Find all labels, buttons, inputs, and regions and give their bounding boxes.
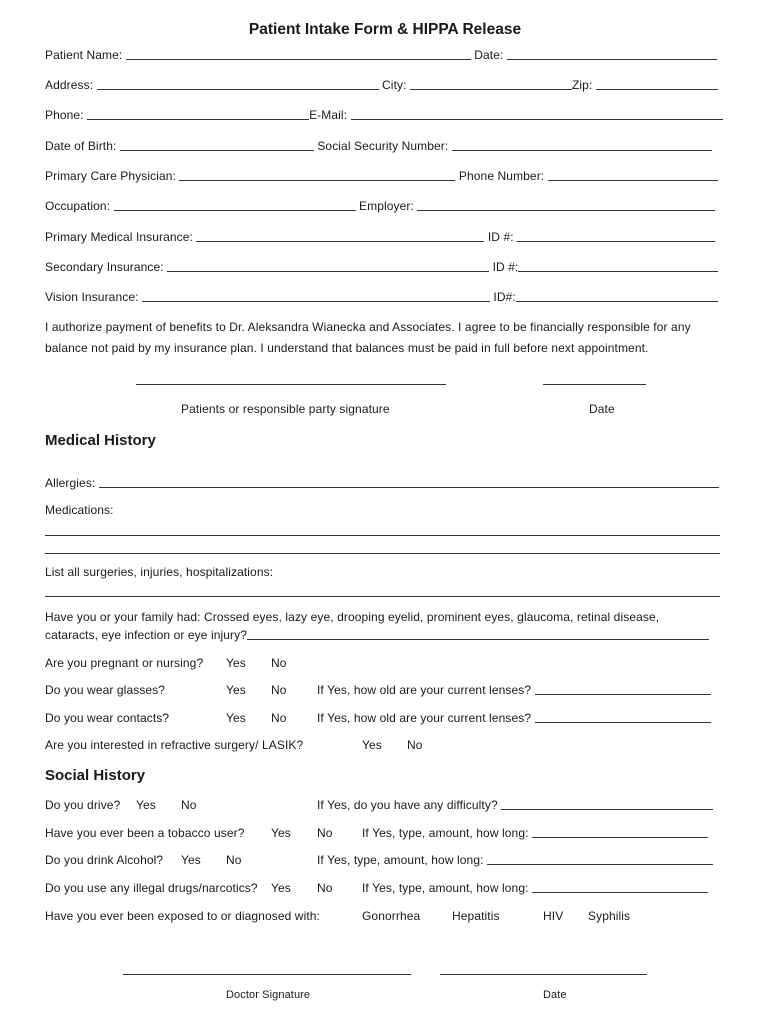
drugs-details-field[interactable] [532,891,708,893]
tobacco-details-row [362,826,708,840]
medical-history-heading: Medical History [45,432,156,449]
glasses-no-option[interactable]: No [271,683,287,697]
tobacco-question: Have you ever been a tobacco user? [45,826,245,840]
drive-difficulty-field[interactable] [501,808,713,810]
zip-field[interactable] [596,88,718,90]
id2-label: ID #: [492,260,519,274]
occupation-row [45,199,715,213]
contacts-age-label: If Yes, how old are your current lenses? [317,711,532,725]
allergies-field[interactable] [99,486,719,488]
patient-signature-label: Patients or responsible party signature [181,402,390,416]
pregnant-no-option[interactable]: No [271,656,287,670]
drugs-no-option[interactable]: No [317,881,333,895]
patient-signature-line[interactable] [136,384,446,385]
lasik-question: Are you interested in refractive surgery/ LASIK? [45,738,304,752]
family-history-question-line-1: Have you or your family had: Crossed eyes, lazy eye, drooping eyelid, prominent eyes, glaucoma, retinal disease, [45,610,660,624]
hepatitis-option[interactable]: Hepatitis [452,909,500,923]
vision-insurance-label: Vision Insurance: [45,290,139,304]
id3-label: ID#: [493,290,516,304]
form-title: Patient Intake Form & HIPPA Release [248,21,522,38]
alcohol-no-option[interactable]: No [226,853,242,867]
lasik-yes-option[interactable]: Yes [362,738,382,752]
city-label: City: [382,78,407,92]
zip-label: Zip: [571,78,593,92]
authorization-line-2: balance not paid by my insurance plan. I understand that balances must be paid in full before next appointment. [45,341,649,355]
contacts-age-row [317,711,711,725]
contacts-question: Do you wear contacts? [45,711,170,725]
employer-label: Employer: [359,199,414,213]
phone-label: Phone: [45,108,84,122]
drive-difficulty-label: If Yes, do you have any difficulty? [317,798,498,812]
alcohol-details-row [317,853,713,867]
doctor-signature-line[interactable] [123,974,411,975]
tobacco-details-label: If Yes, type, amount, how long: [362,826,529,840]
phone-row [45,108,723,122]
allergies-row [45,476,719,490]
authorization-line-1: I authorize payment of benefits to Dr. Aleksandra Wianecka and Associates. I agree to be financially responsible for any [45,320,691,334]
medications-label: Medications: [45,503,114,517]
hiv-option[interactable]: HIV [543,909,564,923]
drive-question: Do you drive? [45,798,121,812]
ssn-field[interactable] [452,149,712,151]
city-field[interactable] [410,88,572,90]
patient-name-label: Patient Name: [45,48,123,62]
id1-label: ID #: [487,230,514,244]
phone-number-field[interactable] [548,179,718,181]
social-history-heading: Social History [45,767,146,784]
patient-name-row [45,48,717,62]
allergies-label: Allergies: [45,476,96,490]
email-field[interactable] [351,118,723,120]
date-label: Date: [474,48,504,62]
id2-field[interactable] [518,270,718,272]
tobacco-yes-option[interactable]: Yes [271,826,291,840]
drugs-yes-option[interactable]: Yes [271,881,291,895]
secondary-insurance-label: Secondary Insurance: [45,260,164,274]
id3-field[interactable] [516,300,718,302]
date-field[interactable] [507,58,717,60]
dob-field[interactable] [120,149,314,151]
doctor-date-label: Date [543,989,567,1001]
family-history-question-line-2: cataracts, eye infection or eye injury? [45,628,247,642]
id1-field[interactable] [517,240,715,242]
patient-signature-date-line[interactable] [543,384,646,385]
doctor-date-line[interactable] [440,974,647,975]
glasses-question: Do you wear glasses? [45,683,166,697]
glasses-age-field[interactable] [535,693,711,695]
contacts-age-field[interactable] [535,721,711,723]
email-label: E-Mail: [309,108,348,122]
surgeries-line[interactable] [45,596,720,597]
drugs-details-label: If Yes, type, amount, how long: [362,881,529,895]
vision-insurance-field[interactable] [142,300,490,302]
alcohol-yes-option[interactable]: Yes [181,853,201,867]
glasses-age-row [317,683,711,697]
pregnant-yes-option[interactable]: Yes [226,656,246,670]
vision-insurance-row [45,290,718,304]
primary-insurance-field[interactable] [196,240,484,242]
alcohol-details-label: If Yes, type, amount, how long: [317,853,484,867]
drive-difficulty-row [317,798,713,812]
glasses-age-label: If Yes, how old are your current lenses? [317,683,532,697]
tobacco-details-field[interactable] [532,836,708,838]
pcp-label: Primary Care Physician: [45,169,177,183]
syphilis-option[interactable]: Syphilis [588,909,631,923]
exposure-question: Have you ever been exposed to or diagnosed with: [45,909,320,923]
primary-insurance-label: Primary Medical Insurance: [45,230,193,244]
occupation-field[interactable] [114,209,356,211]
occupation-label: Occupation: [45,199,111,213]
address-row [45,78,718,92]
medications-line-2[interactable] [45,553,720,554]
glasses-yes-option[interactable]: Yes [226,683,246,697]
address-field[interactable] [97,88,379,90]
pcp-field[interactable] [179,179,455,181]
secondary-insurance-field[interactable] [167,270,489,272]
alcohol-question: Do you drink Alcohol? [45,853,164,867]
phone-field[interactable] [87,118,309,120]
drugs-details-row [362,881,708,895]
contacts-no-option[interactable]: No [271,711,287,725]
alcohol-details-field[interactable] [487,863,713,865]
phone-number-label: Phone Number: [458,169,545,183]
pcp-row [45,169,718,183]
contacts-yes-option[interactable]: Yes [226,711,246,725]
drugs-question: Do you use any illegal drugs/narcotics? [45,881,258,895]
address-label: Address: [45,78,94,92]
tobacco-no-option[interactable]: No [317,826,333,840]
drive-no-option[interactable]: No [181,798,197,812]
secondary-insurance-row [45,260,718,274]
patient-date-label: Date [589,402,615,416]
employer-field[interactable] [417,209,715,211]
patient-name-field[interactable] [126,58,471,60]
ssn-label: Social Security Number: [317,139,449,153]
family-history-row [45,628,709,642]
lasik-no-option[interactable]: No [407,738,423,752]
pregnant-question: Are you pregnant or nursing? [45,656,204,670]
gonorrhea-option[interactable]: Gonorrhea [362,909,421,923]
primary-insurance-row [45,230,715,244]
surgeries-label: List all surgeries, injuries, hospitalizations: [45,565,274,579]
dob-label: Date of Birth: [45,139,117,153]
medications-line-1[interactable] [45,535,720,536]
dob-row [45,139,712,153]
family-history-field[interactable] [247,638,709,640]
doctor-signature-label: Doctor Signature [226,989,311,1001]
drive-yes-option[interactable]: Yes [136,798,156,812]
